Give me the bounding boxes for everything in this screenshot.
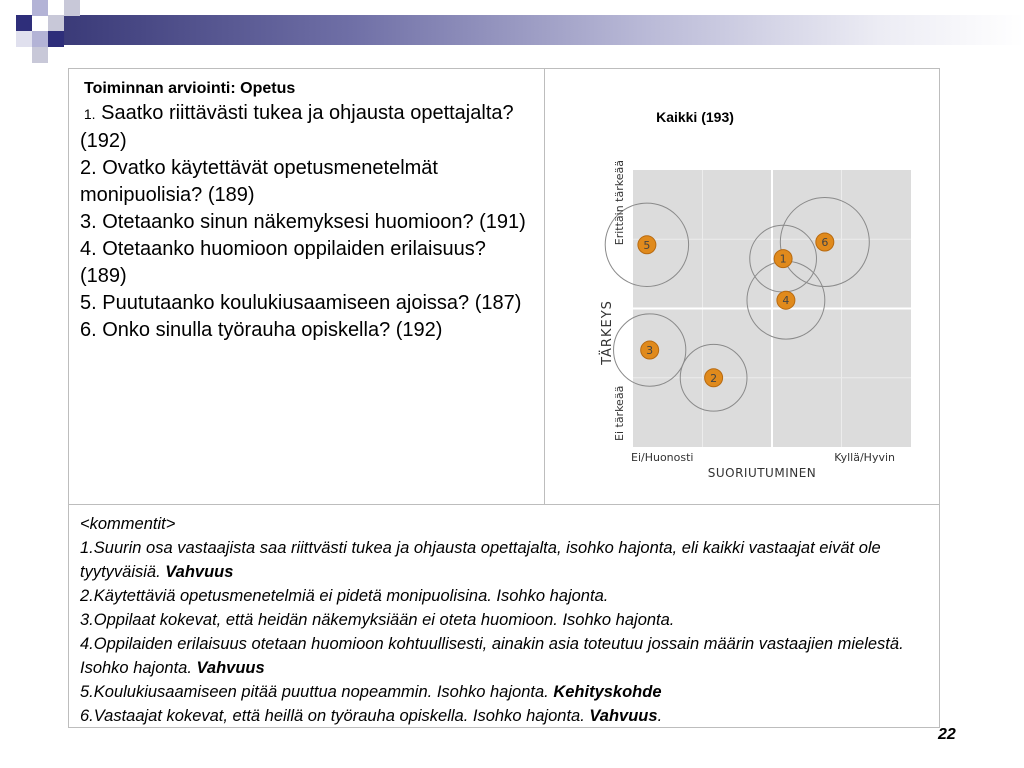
header-decoration xyxy=(0,0,1024,64)
deco-square xyxy=(48,31,64,47)
comment-verdict: Kehityskohde xyxy=(553,683,662,701)
deco-square xyxy=(64,0,80,16)
comment-line xyxy=(80,536,930,584)
data-point-label: 6 xyxy=(821,236,829,250)
deco-square xyxy=(32,31,48,47)
deco-square xyxy=(16,15,32,31)
comment-text: 4.Oppilaiden erilaisuus otetaan huomioon kohtuullisesti, ainakin asia toteutuu jossain määrin vastaajien mielestä. Isohko hajonta. xyxy=(80,635,904,677)
comment-line xyxy=(80,632,930,680)
comment-line xyxy=(80,608,930,632)
y-high-label: Erittäin tärkeää xyxy=(613,160,626,246)
question-text: Otetaanko sinun näkemyksesi huomioon? (191) xyxy=(96,211,526,233)
comment-verdict: Vahvuus xyxy=(589,707,658,725)
data-point-label: 4 xyxy=(782,294,790,308)
question-text: Onko sinulla työrauha opiskella? (192) xyxy=(96,319,443,341)
chart-title: Kaikki (193) xyxy=(656,109,734,125)
questions-list xyxy=(80,100,538,344)
question-text: Ovatko käytettävät opetusmenetelmät monipuolisia? (189) xyxy=(80,157,438,206)
comment-line xyxy=(80,680,930,704)
comment-text: 6.Vastaajat kokevat, että heillä on työrauha opiskella. Isohko hajonta. xyxy=(80,707,590,725)
comment-line xyxy=(80,704,930,728)
comment-tail: . xyxy=(657,707,663,725)
question-item xyxy=(80,236,538,290)
page-number: 22 xyxy=(938,726,956,743)
bubble-chart xyxy=(545,69,939,503)
questions-title: Toiminnan arviointi: Opetus xyxy=(84,80,296,97)
question-number: 3. xyxy=(80,211,97,233)
question-number: 4. xyxy=(80,238,97,260)
x-axis-title: SUORIUTUMINEN xyxy=(707,466,817,480)
question-item xyxy=(80,155,538,209)
question-item xyxy=(80,317,538,344)
comment-text: 3.Oppilaat kokevat, että heidän näkemyksiään ei oteta huomioon. Isohko hajonta. xyxy=(80,611,675,629)
data-point-label: 1 xyxy=(779,252,787,266)
x-high-label: Kyllä/Hyvin xyxy=(834,451,895,464)
y-axis-title: TÄRKEYS xyxy=(600,300,615,365)
deco-square xyxy=(16,31,32,47)
data-point-label: 5 xyxy=(643,238,651,252)
question-number: 6. xyxy=(80,319,97,341)
header-gradient-band xyxy=(62,15,1024,45)
question-number: 2. xyxy=(80,157,97,179)
x-low-label: Ei/Huonosti xyxy=(631,451,694,464)
question-text: Puututaanko koulukiusaamiseen ajoissa? (187) xyxy=(96,292,522,314)
data-point-label: 3 xyxy=(646,344,654,358)
comment-verdict: Vahvuus xyxy=(165,563,234,581)
comment-text: 1.Suurin osa vastaajista saa riittvästi tukea ja ohjausta opettajalta, isohko hajonta, eli kaikki vastaajat eivät ole tyytyväisiä. xyxy=(80,539,881,581)
y-low-label: Ei tärkeää xyxy=(613,385,626,441)
question-number: 1. xyxy=(80,106,96,122)
question-text: Saatko riittävästi tukea ja ohjausta opettajalta? (192) xyxy=(80,102,514,152)
deco-square xyxy=(48,15,64,31)
question-item xyxy=(80,100,538,155)
deco-square xyxy=(32,0,48,16)
deco-square xyxy=(32,47,48,63)
comment-verdict: Vahvuus xyxy=(196,659,265,677)
data-point-label: 2 xyxy=(710,371,718,385)
table-divider-horizontal xyxy=(68,504,940,505)
comment-text: 5.Koulukiusaamiseen pitää puuttua nopeammin. Isohko hajonta. xyxy=(80,683,554,701)
question-text: Otetaanko huomioon oppilaiden erilaisuus? (189) xyxy=(80,238,486,287)
questions-cell xyxy=(80,78,538,344)
comment-line xyxy=(80,584,930,608)
comment-text: 2.Käytettäviä opetusmenetelmiä ei pidetä monipuolisina. Isohko hajonta. xyxy=(80,587,609,605)
comments-list xyxy=(80,536,930,728)
comments-heading: <kommentit> xyxy=(80,515,176,533)
question-number: 5. xyxy=(80,292,97,314)
comments-cell xyxy=(80,512,930,728)
question-item xyxy=(80,290,538,317)
question-item xyxy=(80,209,538,236)
